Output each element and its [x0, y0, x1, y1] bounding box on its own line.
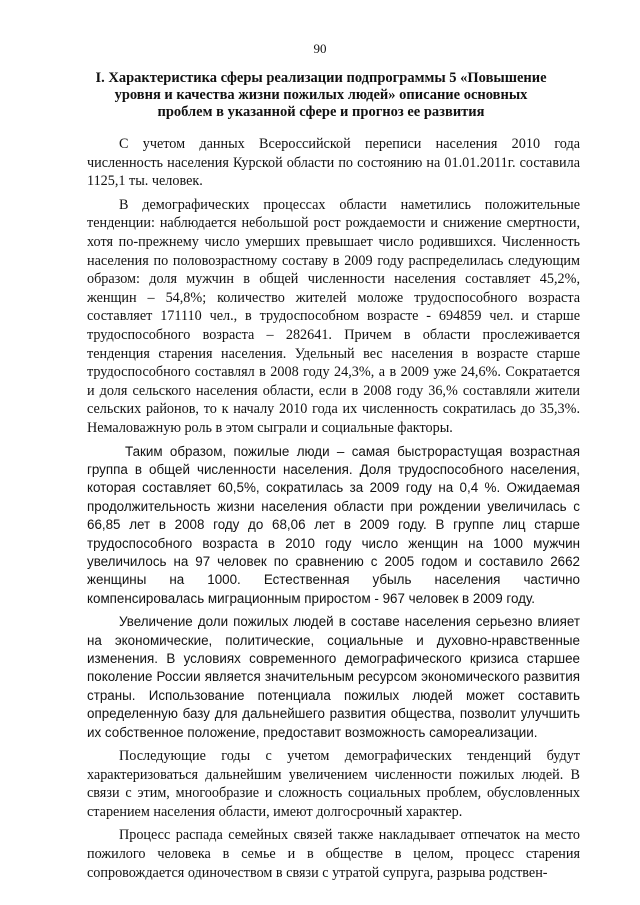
paragraph-family: Процесс распада семейных связей также накладывает отпечаток на место пожилого человека в семье и в обществе в целом, процесс старения сопровождается одиночеством в связи с утратой супруга, разрыва родствен-: [87, 827, 580, 881]
paragraph-demographics: В демографических процессах области наметились положительные тенденции: наблюдается небольшой рост рождаемости и снижение смертности, хотя по-прежнему число умерших превышает число родившихся. Численность населения по половозрастному составу в 2009 году распределилась следующим образом: доля мужчин в общей численности населения составляет 45,2%, женщин – 54,8%; количество жителей моложе трудоспособного возраста составляет 171110 чел., в трудоспособном возрасте - 694859 чел. и старше трудоспособного возраста – 282641. Причем в области прослеживается тенденция старения населения. Удельный вес населения в возрасте старше трудоспособного составлял в 2008 году 24,3%, а в 2009 уже 24,6%. Сократается и доля сельского населения области, если в 2008 году 36,% составляли жители сельских районов, то к началу 2010 года их численность сократилась до 35,3%. Немаловажную роль в этом сыграли и социальные факторы.: [87, 196, 580, 436]
paragraph-elderly-growth: Таким образом, пожилые люди – самая быстрорастущая возрастная группа в общей численности населения. Доля трудоспособного населения, которая составляет 60,5%, сократилась за 2009 году на 0,4 %. Ожидаемая продолжительность жизни населения области при рождении увеличилась с 66,85 лет в 2008 году до 68,06 лет в 2009 году. В группе лиц старше трудоспособного возраста в 2010 году число женщин на 1000 мужчин увеличилось на 97 человек по сравнению с 2005 годом и составило 2662 женщины на 1000. Естественная убыль населения частично компенсировалась миграционным приростом - 967 человек в 2009 году.: [87, 443, 580, 606]
document-body: [87, 135, 580, 887]
page-number: 90: [313, 41, 327, 56]
paragraph-impact: Увеличение доли пожилых людей в составе населения серьезно влияет на экономические, политические, социальные и духовно-нравственные изменения. В условиях современного демографического кризиса старшее поколение России является значительным ресурсом экономического развития страны. Использование потенциала пожилых людей может составить определенную базу для дальнейшего развития общества, позволит улучшить их собственное положение, предоставит возможность самореализации.: [87, 614, 580, 740]
paragraph-future: Последующие годы с учетом демографических тенденций будут характеризоваться дальнейшим увеличением численности пожилых людей. В связи с этим, многообразие и сложность социальных проблем, обусловленных старением населения области, имеют долгосрочный характер.: [87, 748, 580, 820]
paragraph-census: С учетом данных Всероссийской переписи населения 2010 года численность населения Курской области по состоянию на 01.01.2011г. составила 1125,1 ты. человек.: [87, 136, 580, 190]
section-heading: I. Характеристика сферы реализации подпрограммы 5 «Повышение уровня и качества жизни пожилых людей» описание основных проблем в указанной сфере и прогноз ее развития: [95, 70, 547, 120]
